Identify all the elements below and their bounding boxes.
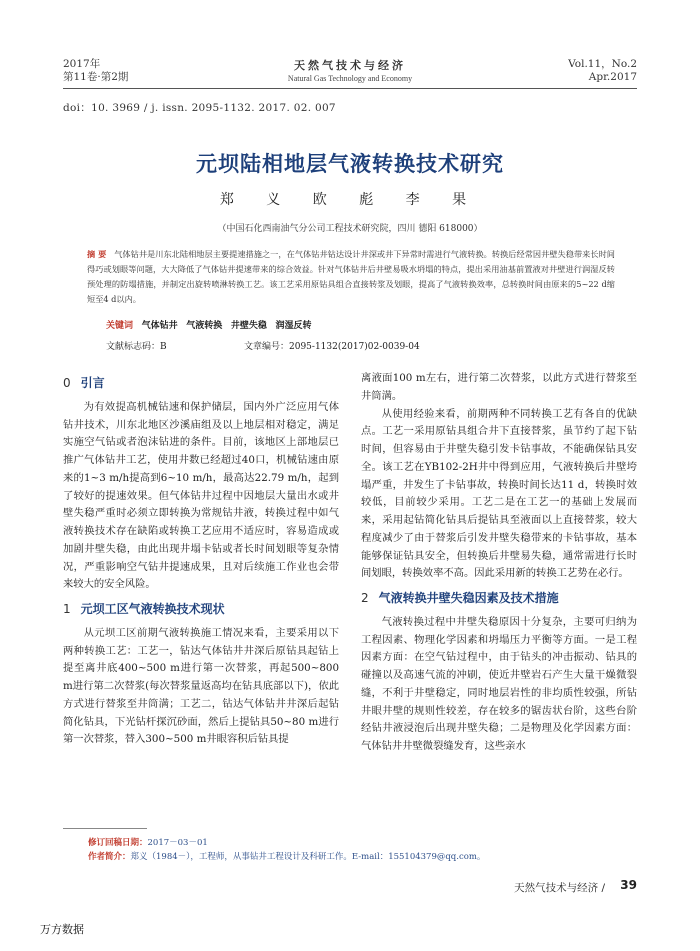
received-label: 修订回稿日期： xyxy=(88,838,148,848)
journal-title: 天然气技术与经济 xyxy=(294,59,406,72)
keywords-label: 关键词 xyxy=(106,321,134,331)
abstract-text: 气体钻井是川东北陆相地层主要提速措施之一，在气体钻井钻达设计井深或井下异常时需进行气液转换。转换后经常因井壁失稳带来长时间得巧或划眼等问题，大大降低了气体钻井提速带来的综合效益。针对气体钻井后井壁易吸水坍塌的特点，提出采用油基前置液对井壁进行润湿反转预处理的防塌措施，并制定出旋转喷淋转换工艺。该工艺采用原钻具组合直接转浆及划眼，提高了气液转换效率，总转换时间由原来的5~22 d缩短至4 d以内。 xyxy=(87,249,615,304)
classification-code: 文献标志码：B xyxy=(106,342,167,352)
paragraph: 从使用经验来看，前期两种不同转换工艺有各自的优缺点。工艺一采用原钻具组合井下直接替浆，虽节约了起下钻时间，但容易由于井壁失稳引发卡钻事故，不能确保钻具安全。该工艺在YB102-2H井中得到应用，气液转换后井壁垮塌严重，井发生了卡钻事故，转换时间长达11 d，转换时效较低，目前较少采用。工艺二是在工艺一的基础上发展而来，采用起钻简化钻具后提钻具至液面以上直接替浆，较大程度减少了由于替浆后引发井壁失稳带来的卡钻事故，基本能够保证钻具安全，但转换后井壁易失稳，通常需进行长时间划眼，转换效率不高。因此采用新的转换工艺势在必行。 xyxy=(361,407,637,580)
footnote-rule xyxy=(63,828,147,829)
footer-journal: 天然气技术与经济 / xyxy=(514,882,605,894)
affiliation: （中国石化西南油气分公司工程技术研究院，四川 德阳 618000） xyxy=(217,224,483,234)
article-number: 文章编号：2095-1132(2017)02-0039-04 xyxy=(244,342,420,352)
paragraph: 气液转换过程中井壁失稳原因十分复杂，主要可归纳为工程因素、物理化学因素和坍塌压力平衡等方面。一是工程因素方面：在空气钻过程中，由于钻头的冲击振动、钻具的碰撞以及高速气流的冲刷，使近井壁岩石产生大量干燥微裂缝，不利于井壁稳定，同时地层岩性的非均质性较强，所钻井眼井壁的规则性较差，存在较多的锯齿状台阶，这些台阶经钻井液浸泡后出现井壁失稳；二是物理及化学因素方面：气体钻井井壁微裂缝发育，这些亲水 xyxy=(361,615,637,752)
keyword: 润湿反转 xyxy=(275,321,312,331)
header-vol-en: Vol.11，No.2 xyxy=(568,58,637,70)
journal-subtitle: Natural Gas Technology and Economy xyxy=(287,74,413,83)
author-info-label: 作者简介： xyxy=(88,852,131,862)
footnote xyxy=(88,836,638,864)
page-number: 39 xyxy=(620,878,637,892)
paragraph: 从元坝工区前期气液转换施工情况来看，主要采用以下两种转换工艺：工艺一，钻达气体钻井井深后原钻具起钻上提至离井底400~500 m进行第一次替浆，再起500~800 m进行第二次替浆(每次替浆量返高均在钻具底部以下)，依此方式进行替浆至井筒满；工艺二，钻达气体钻井井深后起钻简化钻具，下光钻杆探沉砂面，然后上提钻具50~80 m进行第一次替浆，替入300~500 m井眼容积后钻具提 xyxy=(63,626,339,746)
section-heading-0: 0 引言 xyxy=(63,376,105,390)
doi: doi：10. 3969 / j. issn. 2095-1132. 2017. 02. 007 xyxy=(63,102,336,114)
header-year: 2017年 xyxy=(63,58,101,70)
header-date-en: Apr.2017 xyxy=(588,71,637,83)
header-rule xyxy=(63,88,637,89)
section-heading-1: 1 元坝工区气液转换技术现状 xyxy=(63,602,225,616)
left-column xyxy=(63,375,339,749)
keyword: 井壁失稳 xyxy=(230,321,267,331)
author-list: 郑 义 欧 彪 李 果 xyxy=(219,192,481,208)
keyword: 气体钻井 xyxy=(141,321,178,331)
section-heading-2: 2 气液转换井壁失稳因素及技术措施 xyxy=(361,591,559,605)
keyword: 气液转换 xyxy=(186,321,223,331)
paragraph-continued: 离液面100 m左右，进行第二次替浆，以此方式进行替浆至井筒满。 xyxy=(361,372,637,402)
author-info: 郑义（1984－），工程师，从事钻井工程设计及科研工作。E-mail：155104379@qq.com。 xyxy=(130,852,486,862)
abstract-label: 摘 要 xyxy=(87,249,107,259)
received-date: 2017－03－01 xyxy=(147,838,208,848)
header-volume: 第11卷·第2期 xyxy=(63,71,129,83)
abstract xyxy=(87,247,615,307)
right-column xyxy=(361,370,637,756)
paragraph: 为有效提高机械钻速和保护储层，国内外广泛应用气体钻井技术，川东北地区沙溪庙组及以上地层相对稳定，满足实施空气钻或者泡沫钻进的条件。目前，该地区上部地层已推广气体钻井工艺，使用井数已经超过40口，机械钻速由原来的1~3 m/h提高到6~10 m/h，最高达22.79 m/h，起到了较好的提速效果。但气体钻井过程中因地层大量出水或井壁失稳严重时必须立即转换为常规钻井液，转换过程中如气液转换技术存在缺陷或转换工艺应用不适应时，容易造成或加剧井壁失稳，由此出现井塌卡钻或者长时间划眼等复杂情况，严重影响空气钻井提速成果，且对后续施工作业也会带来较大的安全风险。 xyxy=(63,400,339,591)
watermark-text: 万方数据 xyxy=(40,923,84,936)
article-title: 元坝陆相地层气液转换技术研究 xyxy=(196,152,504,176)
keywords xyxy=(106,318,311,331)
